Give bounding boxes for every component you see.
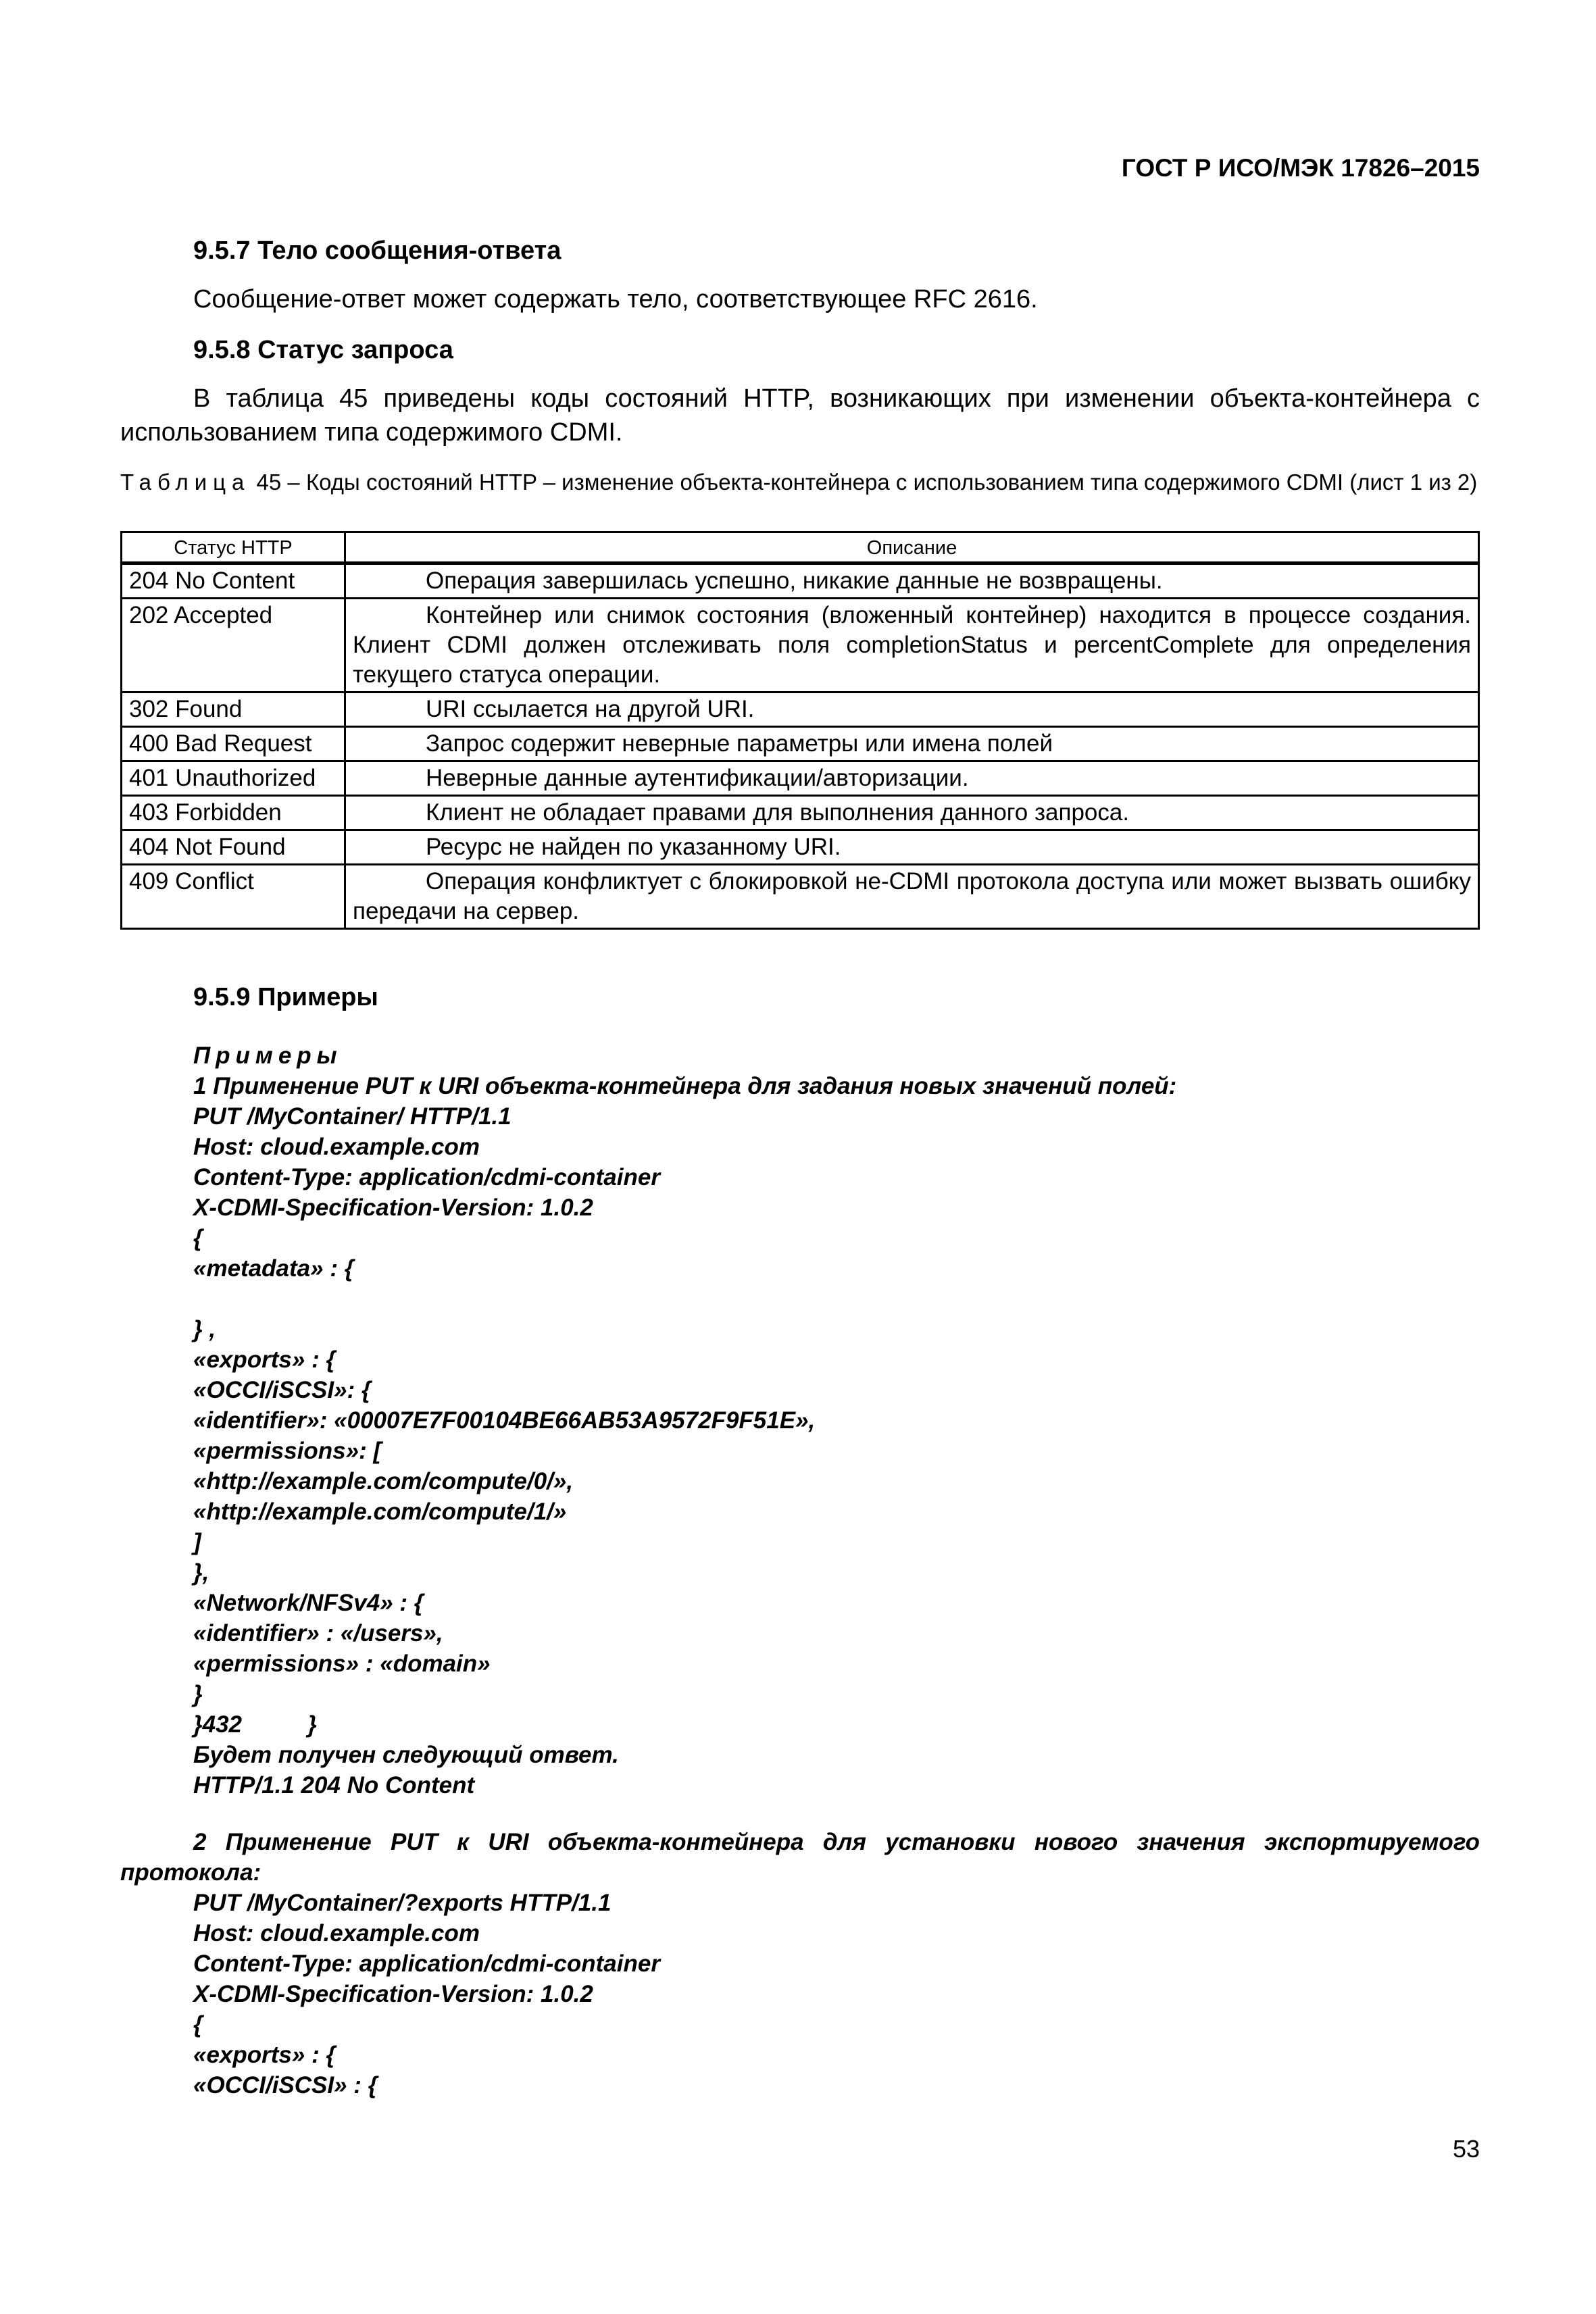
code-line: }432 }	[193, 1711, 317, 1738]
code-line: «OCCI/iSCSI» : {	[193, 2072, 378, 2098]
status-cell: 204 No Content	[122, 563, 345, 599]
table-caption-text: 45 – Коды состояний HTTP – изменение объекта-контейнера с использованием типа содержимого CDMI (лист 1 из 2)	[250, 470, 1478, 495]
examples-label: Примеры	[193, 1042, 343, 1069]
code-line: «exports» : {	[193, 1347, 336, 1373]
code-line: Будет получен следующий ответ.	[193, 1742, 619, 1768]
status-cell: 202 Accepted	[122, 599, 345, 693]
table-row	[122, 727, 1479, 761]
table-header-row	[122, 532, 1479, 563]
example-2-title: 2 Применение PUT к URI объекта-контейнера для установки нового значения экспортируемого протокола:	[120, 1829, 1480, 1886]
code-line: X-CDMI-Specification-Version: 1.0.2	[193, 1194, 593, 1221]
code-line: «OCCI/iSCSI»: {	[193, 1377, 371, 1403]
table-row	[122, 599, 1479, 693]
code-line: «Network/NFSv4» : {	[193, 1590, 424, 1616]
document-page	[120, 0, 1480, 2314]
status-cell: 409 Conflict	[122, 865, 345, 929]
code-line	[193, 1284, 1176, 1314]
example-2-code	[193, 1888, 660, 2101]
code-line: «permissions» : «domain»	[193, 1651, 491, 1677]
table-row	[122, 761, 1479, 796]
section-959-title: 9.5.9 Примеры	[193, 983, 378, 1011]
status-cell: 302 Found	[122, 693, 345, 727]
table-row	[122, 693, 1479, 727]
code-line: {	[193, 2011, 203, 2038]
status-cell: 404 Not Found	[122, 830, 345, 865]
section-957-text: Сообщение-ответ может содержать тело, соответствующее RFC 2616.	[193, 285, 1038, 313]
table-row	[122, 830, 1479, 865]
example-1-title: 1 Применение PUT к URI объекта-контейнера для задания новых значений полей:	[193, 1073, 1177, 1099]
code-line: «http://example.com/compute/1/»	[193, 1499, 567, 1525]
page-number: 53	[1452, 2135, 1480, 2163]
code-line: Host: cloud.example.com	[193, 1920, 480, 1946]
table-row	[122, 796, 1479, 830]
code-line: PUT /MyContainer/ HTTP/1.1	[193, 1103, 512, 1130]
code-line: Content-Type: application/cdmi-container	[193, 1164, 660, 1190]
description-cell: Операция конфликтует с блокировкой не-CDMI протокола доступа или может вызвать ошибку передачи на сервер.	[345, 865, 1479, 929]
description-cell: URI ссылается на другой URI.	[345, 693, 1479, 727]
code-line: «identifier» : «/users»,	[193, 1620, 443, 1646]
column-header-description: Описание	[345, 532, 1479, 563]
section-958-title: 9.5.8 Статус запроса	[193, 336, 453, 364]
description-cell: Ресурс не найден по указанному URI.	[345, 830, 1479, 865]
code-line: Host: cloud.example.com	[193, 1134, 480, 1160]
code-line: HTTP/1.1 204 No Content	[193, 1772, 475, 1799]
code-line: «exports» : {	[193, 2042, 336, 2068]
example-1-block	[193, 1040, 1176, 1801]
description-cell: Операция завершилась успешно, никакие данные не возвращены.	[345, 563, 1479, 599]
code-line: Content-Type: application/cdmi-container	[193, 1951, 660, 1977]
table-row	[122, 865, 1479, 929]
description-cell: Неверные данные аутентификации/авторизации.	[345, 761, 1479, 796]
example-2-block	[193, 1888, 660, 2101]
table-caption-label: Таблица	[120, 470, 251, 495]
example-1-code	[193, 1101, 1176, 1801]
code-line: {	[193, 1225, 203, 1251]
section-957-title: 9.5.7 Тело сообщения-ответа	[193, 236, 562, 265]
code-line: X-CDMI-Specification-Version: 1.0.2	[193, 1981, 593, 2007]
description-cell: Клиент не обладает правами для выполнения данного запроса.	[345, 796, 1479, 830]
standard-header: ГОСТ Р ИСО/МЭК 17826–2015	[1121, 154, 1480, 182]
table-caption	[120, 468, 1480, 497]
http-status-table	[120, 531, 1480, 930]
code-line: «metadata» : {	[193, 1255, 354, 1282]
code-line: }	[193, 1681, 203, 1707]
description-cell: Запрос содержит неверные параметры или имена полей	[345, 727, 1479, 761]
code-line: «http://example.com/compute/0/»,	[193, 1468, 574, 1494]
code-line: «identifier»: «00007E7F00104BE66AB53A9572F9F51E»,	[193, 1407, 816, 1434]
table-row	[122, 563, 1479, 599]
status-cell: 400 Bad Request	[122, 727, 345, 761]
column-header-status: Статус HTTP	[122, 532, 345, 563]
description-cell: Контейнер или снимок состояния (вложенный контейнер) находится в процессе создания. Клиент CDMI должен отслеживать поля completionStatus и percentComplete для определения текущего статуса операции.	[345, 599, 1479, 693]
code-line: },	[193, 1559, 209, 1586]
status-cell: 401 Unauthorized	[122, 761, 345, 796]
section-958-text: В таблица 45 приведены коды состояний HTTP, возникающих при изменении объекта-контейнера с использованием типа содержимого CDMI.	[120, 384, 1480, 447]
code-line: ]	[193, 1529, 201, 1555]
code-line: PUT /MyContainer/?exports HTTP/1.1	[193, 1890, 612, 1916]
code-line: «permissions»: [	[193, 1438, 382, 1464]
code-line: } ,	[193, 1316, 216, 1342]
status-cell: 403 Forbidden	[122, 796, 345, 830]
